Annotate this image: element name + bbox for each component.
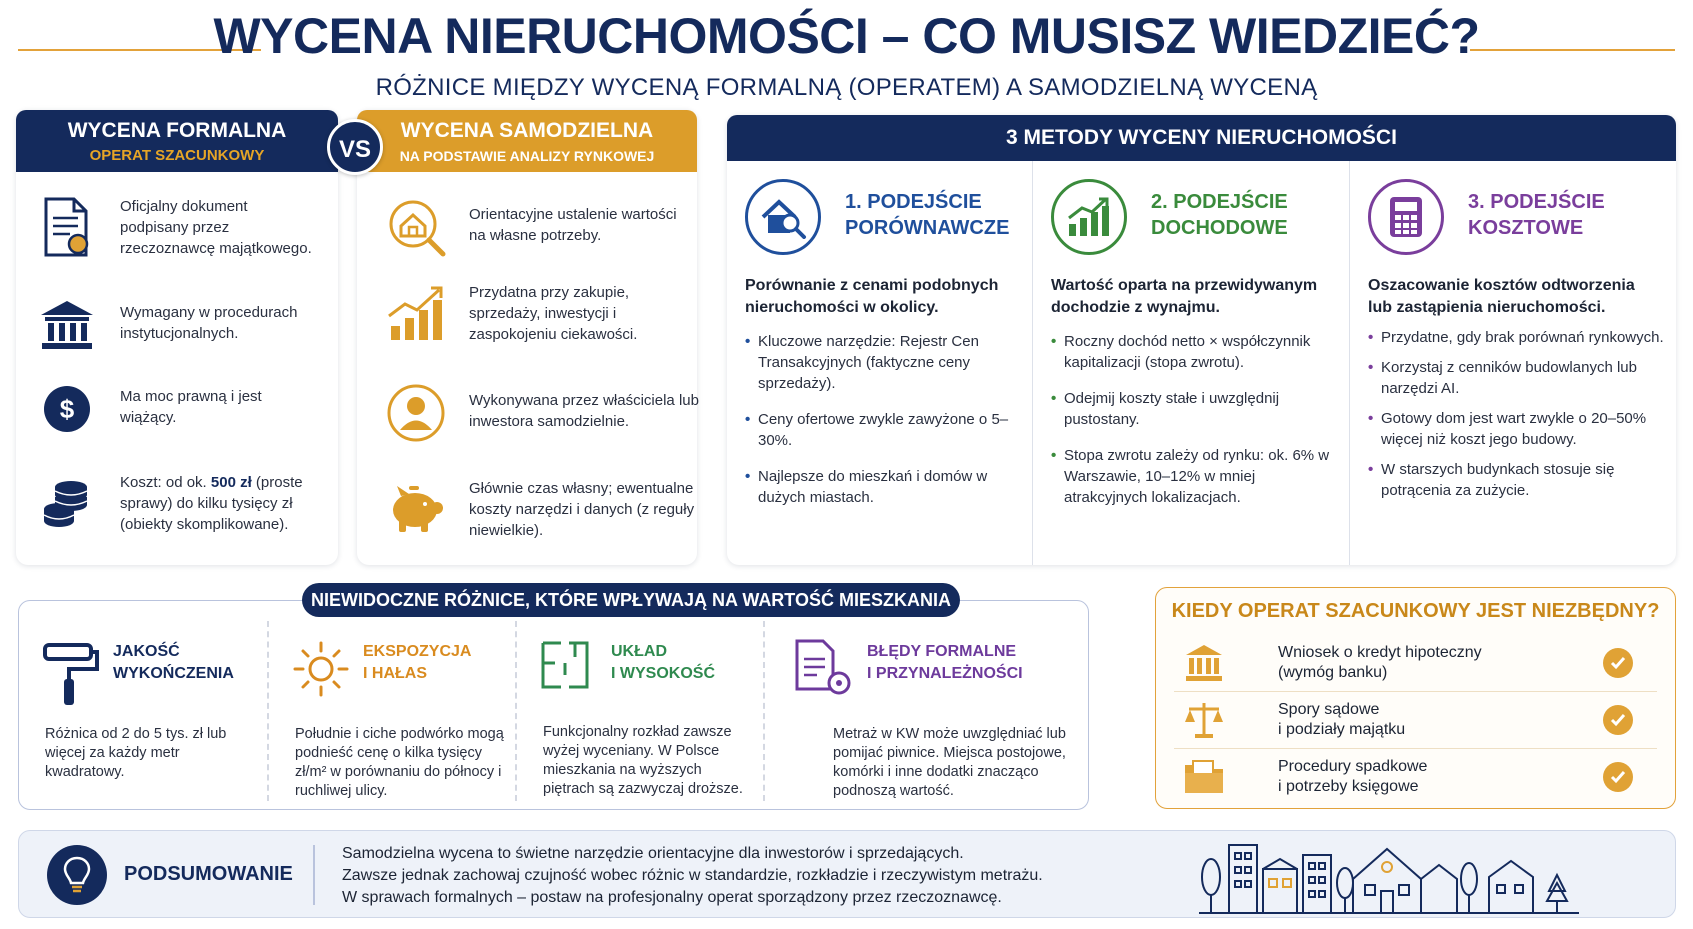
method-title (1468, 189, 1605, 241)
self-item (385, 282, 699, 345)
page-subtitle: RÓŻNICE MIĘDZY WYCENĄ FORMALNĄ (OPERATEM) A SAMODZIELNĄ WYCENĄ (375, 74, 1318, 101)
svg-text:$: $ (59, 394, 75, 424)
hidden-diff-title-line2: I WYSOKOŚĆ (611, 665, 716, 682)
list-item: • Ceny ofertowe zwykle zawyżone o 5–30%. (745, 409, 1020, 451)
formal-item-text: Oficjalny dokument podpisany przez rzeczoznawcę majątkowego. (120, 198, 312, 257)
operat-item (1174, 691, 1657, 748)
operat-item-text (1278, 643, 1603, 683)
hidden-diff-title-line2: I PRZYNALEŻNOŚCI (867, 665, 1023, 682)
hidden-diff-text: Metraż w KW może uwzględniać lub pomijać piwnice. Miejsca postojowe, komórki i inne dodatki znacząco podnoszą wartość. (833, 726, 1066, 799)
piggy-bank-icon (385, 478, 447, 540)
summary-line: W sprawach formalnych – postaw na profesjonalny operat sporządzony przez rzeczoznawcę. (342, 889, 1002, 906)
hidden-diff-title-line1: BŁĘDY FORMALNE (867, 643, 1017, 660)
method-title-line2: KOSZTOWE (1468, 217, 1584, 239)
operat-item-line2: (wymóg banku) (1278, 663, 1388, 681)
summary-label: PODSUMOWANIE (124, 863, 293, 885)
self-panel-header (357, 110, 697, 172)
formal-item (36, 472, 320, 535)
summary-divider (313, 845, 315, 905)
formal-item-text: Ma moc prawną i jest wiążący. (120, 388, 262, 426)
self-item-text: Przydatna przy zakupie, sprzedaży, inwestycji i zaspokojeniu ciekawości. (469, 284, 638, 343)
calculator-icon (1368, 179, 1444, 255)
hidden-differences-title: NIEWIDOCZNE RÓŻNICE, KTÓRE WPŁYWAJĄ NA WARTOŚĆ MIESZKANIA (302, 583, 960, 617)
hidden-diff-title-line1: UKŁAD (611, 643, 667, 660)
hidden-diff-title-line1: EKSPOZYCJA (363, 643, 472, 660)
method-title (1151, 189, 1288, 241)
list-item: • Kluczowe narzędzie: Rejestr Cen Transakcyjnych (faktyczne ceny sprzedaży). (745, 331, 1020, 394)
cost-text-pre: Koszt: od ok. (120, 474, 211, 491)
operat-item-text (1278, 700, 1603, 740)
hidden-diff-text: Południe i ciche podwórko mogą podnieść cenę o kilka tysięcy zł/m² w porównaniu do północy i ruchliwej ulicy. (295, 726, 504, 799)
certificate-document-icon (36, 196, 98, 258)
hidden-diff-title-line2: WYKOŃCZENIA (113, 665, 234, 682)
method-title-line2: DOCHODOWE (1151, 217, 1288, 239)
hidden-diff-text: Różnica od 2 do 5 tys. zł lub więcej za każdy metr kwadratowy. (45, 726, 227, 780)
formal-valuation-panel (16, 110, 338, 565)
hidden-diff-layout (515, 621, 763, 801)
scales-icon (1174, 695, 1234, 745)
operat-item-line2: i potrzeby księgowe (1278, 778, 1419, 795)
method-bullets (1051, 331, 1337, 523)
operat-item (1174, 748, 1657, 805)
hidden-diff-title (363, 641, 471, 685)
summary-panel (18, 830, 1676, 918)
operat-panel-title: KIEDY OPERAT SZACUNKOWY JEST NIEZBĘDNY? (1171, 600, 1660, 622)
hidden-diff-title (867, 641, 1023, 685)
sun-icon (291, 639, 355, 703)
self-item (385, 196, 689, 258)
hidden-diff-exposure (267, 621, 515, 801)
header (0, 8, 1693, 102)
summary-line: Samodzielna wycena to świetne narzędzie orientacyjne dla inwestorów i sprzedających. (342, 845, 964, 862)
formal-panel-subtitle: OPERAT SZACUNKOWY (89, 147, 265, 164)
list-item: • W starszych budynkach stosuje się potrącenia za zużycie. (1368, 459, 1664, 501)
list-item: • Przydatne, gdy brak porównań rynkowych. (1368, 327, 1664, 348)
cost-text-post: (proste sprawy) do kilku tysięcy zł (obiekty skomplikowane). (120, 474, 303, 533)
hidden-diff-title (611, 641, 715, 685)
method-title-line1: 1. PODEJŚCIE (845, 191, 982, 213)
hidden-diff-finish (19, 621, 267, 801)
list-item: • Gotowy dom jest wart zwykle o 20–50% więcej niż koszt jego budowy. (1368, 408, 1664, 450)
valuation-methods-panel (727, 115, 1676, 565)
floor-plan-icon (539, 639, 603, 703)
method-lead: Wartość oparta na przewidywanym dochodzie z wynajmu. (1051, 277, 1318, 316)
cost-text-bold: 500 zł (210, 474, 252, 491)
check-icon (1603, 648, 1633, 678)
methods-panel-title: 3 METODY WYCENY NIERUCHOMOŚCI (727, 115, 1676, 161)
method-bullets (1368, 327, 1664, 510)
lightbulb-icon (47, 845, 107, 905)
self-item (385, 478, 699, 541)
self-item-text: Orientacyjne ustalenie wartości na własne potrzeby. (469, 206, 677, 244)
operat-item (1174, 634, 1657, 691)
list-item: • Korzystaj z cenników budowlanych lub narzędzi AI. (1368, 357, 1664, 399)
hidden-diff-formal (763, 621, 1088, 801)
formal-item (36, 196, 320, 259)
hidden-diff-title (113, 641, 234, 685)
operat-item-line2: i podziały majątku (1278, 721, 1406, 738)
method-title-line1: 3. PODEJŚCIE (1468, 191, 1605, 213)
check-icon (1603, 705, 1633, 735)
method-income (1032, 161, 1349, 565)
self-panel-title: WYCENA SAMODZIELNA (400, 119, 654, 142)
operat-needed-panel (1155, 587, 1676, 809)
formal-panel-header (16, 110, 338, 172)
method-title-line1: 2. PODEJŚCIE (1151, 191, 1288, 213)
formal-item (36, 294, 320, 356)
method-title-line2: PORÓWNAWCZE (845, 217, 1010, 239)
house-magnifier-icon (745, 179, 821, 255)
method-bullets (745, 331, 1020, 523)
method-lead: Porównanie z cenami podobnych nieruchomości w okolicy. (745, 277, 999, 316)
growth-chart-icon (385, 282, 447, 344)
hidden-differences-panel (18, 600, 1089, 810)
method-cost (1349, 161, 1676, 565)
method-lead: Oszacowanie kosztów odtworzenia lub zastąpienia nieruchomości. (1368, 277, 1635, 316)
city-skyline-illustration (1199, 835, 1579, 917)
hidden-diff-title-line1: JAKOŚĆ (113, 643, 180, 660)
vs-badge: VS (327, 119, 383, 175)
formal-item-text: Wymagany w procedurach instytucjonalnych. (120, 304, 298, 342)
formal-panel-title: WYCENA FORMALNA (67, 119, 287, 142)
list-item: • Najlepsze do mieszkań i domów w dużych miastach. (745, 466, 1020, 508)
list-item: • Roczny dochód netto × współczynnik kapitalizacji (stopa zwrotu). (1051, 331, 1337, 373)
list-item: • Stopa zwrotu zależy od rynku: ok. 6% w Warszawie, 10–12% w mniej atrakcyjnych lokalizacjach. (1051, 445, 1337, 508)
income-chart-icon (1051, 179, 1127, 255)
self-item-text: Głównie czas własny; ewentualne koszty narzędzi i danych (z reguły niewielkie). (469, 480, 695, 539)
formal-item-cost-text (120, 472, 320, 535)
self-panel-subtitle: NA PODSTAWIE ANALIZY RYNKOWEJ (399, 148, 655, 164)
operat-item-line1: Wniosek o kredyt hipoteczny (1278, 643, 1482, 661)
self-item (385, 382, 699, 444)
bank-icon (1174, 638, 1234, 688)
house-search-icon (385, 196, 447, 258)
dollar-coin-icon (36, 378, 98, 440)
user-icon (385, 382, 447, 444)
check-icon (1603, 762, 1633, 792)
method-comparative (727, 161, 1032, 565)
operat-item-line1: Spory sądowe (1278, 701, 1380, 718)
summary-line: Zawsze jednak zachowaj czujność wobec różnic w standardzie, rozkładzie i rzeczywistym metrażu. (342, 867, 1043, 884)
document-tape-icon (793, 639, 857, 703)
self-valuation-panel (357, 110, 697, 565)
operat-item-text (1278, 757, 1603, 797)
hidden-diff-title-line2: I HAŁAS (363, 665, 427, 682)
summary-text (342, 843, 1043, 909)
list-item: • Odejmij koszty stałe i uwzględnij pustostany. (1051, 388, 1337, 430)
folder-icon (1174, 752, 1234, 802)
page-title: WYCENA NIERUCHOMOŚCI – CO MUSISZ WIEDZIEĆ? (213, 8, 1480, 64)
institution-icon (36, 294, 98, 356)
self-item-text: Wykonywana przez właściciela lub inwestora samodzielnie. (469, 392, 699, 430)
hidden-diff-text: Funkcjonalny rozkład zawsze wyżej wyceniany. W Polsce mieszkania na wyższych piętrach są zazwyczaj droższe. (543, 724, 743, 797)
method-title (845, 189, 1009, 241)
formal-item (36, 378, 320, 440)
operat-item-line1: Procedury spadkowe (1278, 758, 1428, 775)
coins-stack-icon (36, 472, 98, 534)
paint-roller-icon (41, 639, 105, 703)
